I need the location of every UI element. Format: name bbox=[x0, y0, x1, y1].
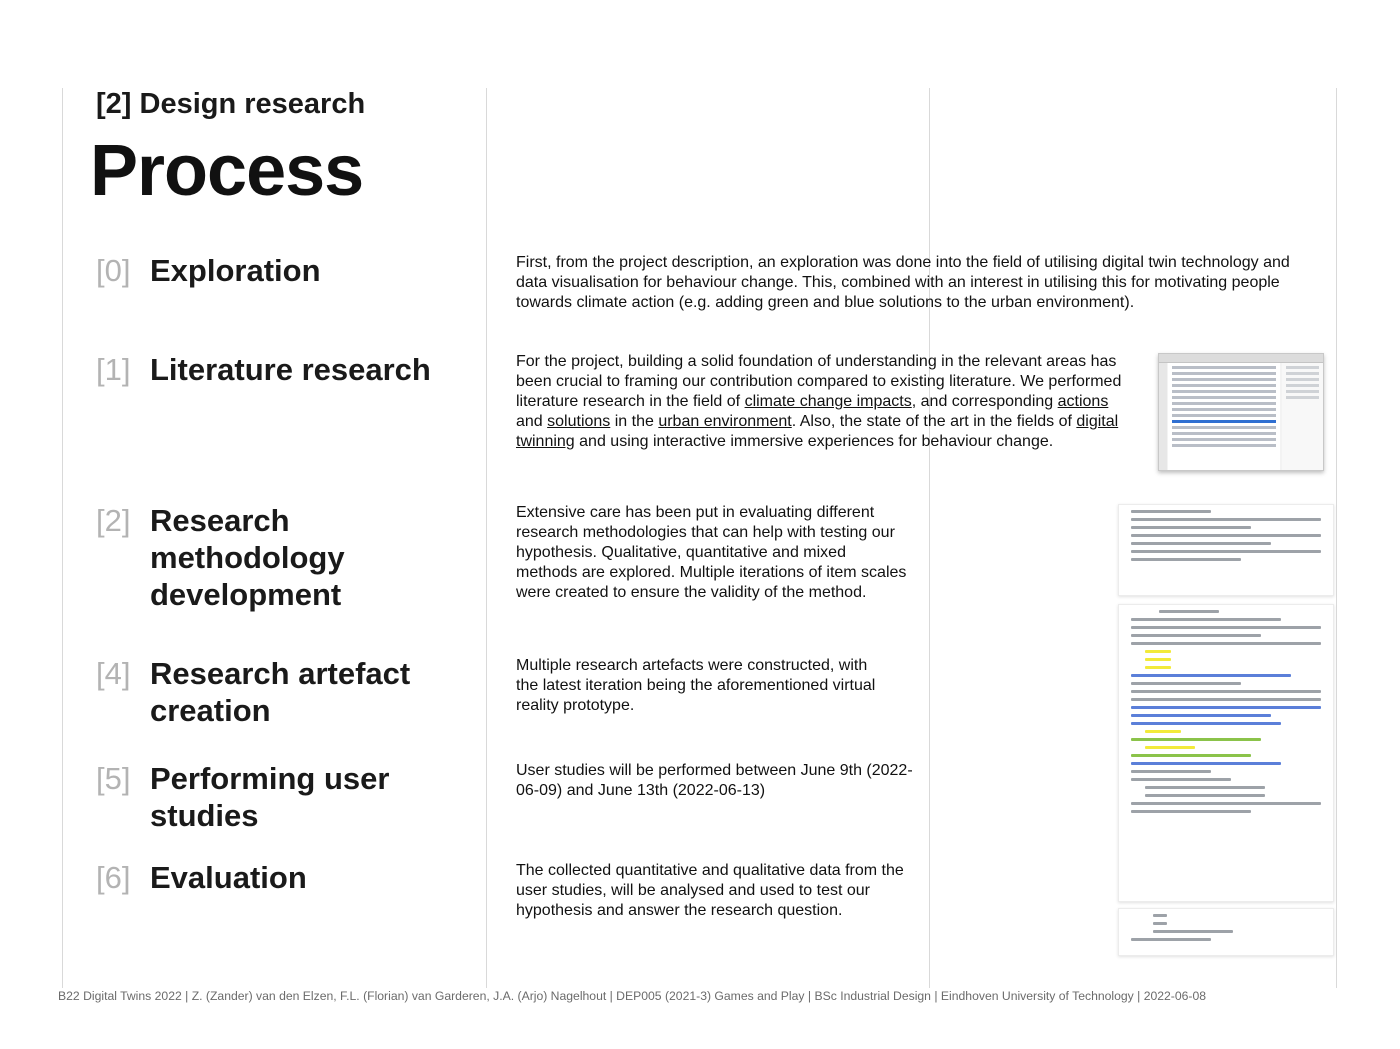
step-number: [1] bbox=[96, 352, 131, 387]
step-user-studies bbox=[96, 760, 420, 834]
step-number: [5] bbox=[96, 761, 131, 796]
link-solutions[interactable]: solutions bbox=[547, 413, 611, 430]
column-divider-right bbox=[929, 88, 930, 988]
link-climate-change-impacts[interactable]: climate change impacts bbox=[744, 393, 912, 410]
link-digital-twinning[interactable]: digital twinning bbox=[516, 413, 1119, 450]
step-exploration bbox=[96, 252, 321, 289]
description-evaluation: The collected quantitative and qualitative data from the user studies, will be analysed and used to test our hypothesis and answer the research question. bbox=[516, 862, 904, 919]
column-divider-left bbox=[62, 88, 63, 988]
step-number: [6] bbox=[96, 860, 131, 895]
link-urban-environment[interactable]: urban environment bbox=[658, 413, 792, 430]
step-literature-research bbox=[96, 351, 431, 388]
description-exploration: First, from the project description, an exploration was done into the field of utilising digital twin technology and data visualisation for behaviour change. This, combined with an interest in utilising this for motivating people towards climate action (e.g. adding green and blue solutions to the urban environment). bbox=[516, 254, 1290, 311]
description-artefact: Multiple research artefacts were constructed, with the latest iteration being the aforementioned virtual reality prototype. bbox=[516, 657, 876, 714]
page-title: Process bbox=[90, 131, 364, 211]
section-subtitle: [2] Design research bbox=[96, 88, 366, 120]
step-number: [2] bbox=[96, 503, 131, 538]
step-number: [0] bbox=[96, 253, 131, 288]
description-methodology: Extensive care has been put in evaluating different research methodologies that can help with testing our hypothesis. Qualitative, quantitative and mixed methods are explored. Multiple iterations of item scales were created to ensure the validity of the method. bbox=[516, 504, 907, 601]
methodology-document-page-3 bbox=[1118, 908, 1334, 956]
step-title: Research methodology development bbox=[150, 503, 345, 612]
step-title: Performing user studies bbox=[150, 761, 390, 833]
column-divider-edge bbox=[1336, 88, 1337, 988]
step-research-artefact bbox=[96, 655, 440, 729]
step-research-methodology bbox=[96, 502, 380, 613]
step-title: Exploration bbox=[150, 253, 321, 288]
literature-software-screenshot bbox=[1158, 353, 1324, 471]
methodology-document-page-1 bbox=[1118, 504, 1334, 596]
step-evaluation bbox=[96, 859, 307, 896]
step-title: Research artefact creation bbox=[150, 656, 411, 728]
step-title: Evaluation bbox=[150, 860, 307, 895]
footer-credits: B22 Digital Twins 2022 | Z. (Zander) van den Elzen, F.L. (Florian) van Garderen, J.A. (Arjo) Nagelhout | DEP005 (2021-3) Games and Play | BSc Industrial Design | Eindhoven University of Technology | 2022-06-08 bbox=[58, 989, 1207, 1003]
step-title: Literature research bbox=[150, 352, 431, 387]
description-literature: For the project, building a solid foundation of understanding in the relevant areas has been crucial to framing our contribution compared to existing literature. We performed literature research in the field of climate change impacts, and corresponding actions and solutions in the urban environment. Also, the state of the art in the fields of digital twinning and using interactive immersive experiences for behaviour change. bbox=[516, 353, 1122, 450]
link-actions[interactable]: actions bbox=[1057, 393, 1109, 410]
column-divider-middle bbox=[486, 88, 487, 988]
description-user-studies: User studies will be performed between June 9th (2022-06-09) and June 13th (2022-06-13) bbox=[516, 762, 913, 799]
methodology-document-page-2 bbox=[1118, 604, 1334, 902]
step-number: [4] bbox=[96, 656, 131, 691]
